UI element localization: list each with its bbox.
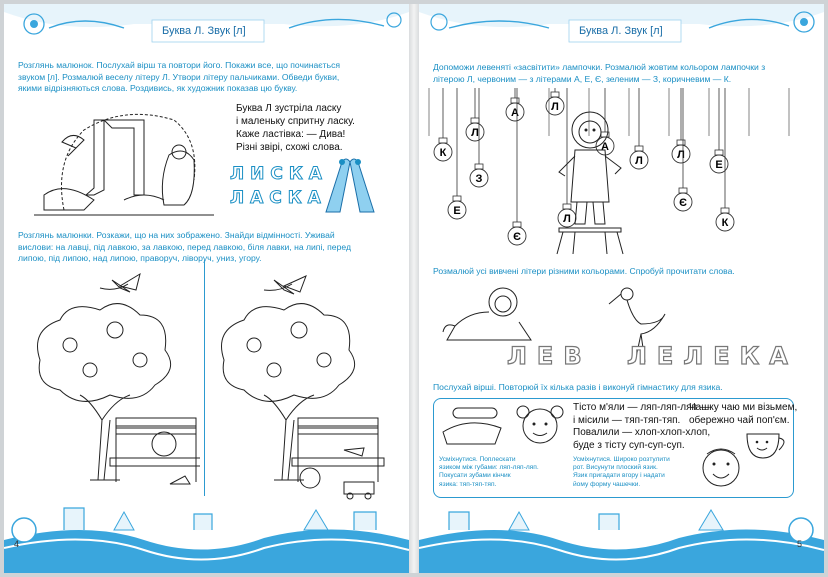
page-number: 4	[14, 539, 20, 549]
girl-face-illustration	[515, 400, 565, 450]
word-leleka: ЛЕЛЕКА	[627, 342, 798, 370]
cup-illustration	[745, 430, 791, 462]
bulb-letter: Л	[635, 155, 643, 167]
page-number: 5	[797, 539, 803, 549]
poem-line: Чашку чаю ми візьмем,	[689, 402, 798, 413]
poem-line: Тісто м'яли — ляп-ляп-ляп —	[573, 402, 710, 413]
task-line: літерою Л, червоним — з літерами А, Е, Є, зеленим — З, коричневим — К.	[433, 73, 732, 84]
poem	[236, 102, 355, 154]
bulb-letter: Л	[677, 149, 685, 161]
note-cup	[573, 456, 670, 489]
poem-line: і місили — тяп-тяп-тяп.	[573, 414, 681, 426]
poem-line: Повалили — хлоп-хлоп-хлоп,	[573, 427, 711, 438]
task-instructions	[18, 60, 398, 95]
task-instructions-2	[18, 230, 398, 265]
right-page	[419, 4, 824, 573]
bulb-letter: Е	[715, 159, 723, 171]
task-line: Допоможи левеняті «засвітити» лампочки. Розмалюй жовтим кольором лампочки з	[433, 62, 766, 72]
note-line: Покусати зубами кінчик	[439, 472, 511, 480]
letter-illustration	[24, 100, 224, 220]
tree-bench-picture-2	[214, 270, 394, 500]
dough-illustration	[439, 402, 509, 448]
note-line: Усміхнутися. Поплескати	[439, 456, 516, 463]
word-laska: ЛАСКА	[230, 188, 327, 208]
bulb-letter: З	[475, 173, 483, 185]
poem-line: Каже ластівка: — Дива!	[236, 129, 346, 140]
poem-line: буде з тісту суп-суп-суп.	[573, 439, 685, 451]
tree-bench-picture-1	[20, 270, 200, 500]
bulb-letter: А	[511, 107, 519, 119]
note-line: Усміхнутися. Широко розтулити	[573, 456, 670, 463]
poem-line: обережно чай поп'єм.	[689, 414, 790, 426]
bulb-3	[506, 88, 524, 121]
poem-cup	[689, 402, 797, 427]
bulb-letter: Е	[453, 205, 461, 217]
poem-line: Буква Л зустріла ласку	[236, 103, 342, 114]
task-line: якими відрізняються слова. Роздивись, як художник показав цю букву.	[18, 83, 298, 94]
bulb-letter: Л	[563, 213, 571, 225]
task-instructions-2: Розмалюй усі вивчені літери різними кольорами. Спробуй прочитати слова.	[433, 266, 735, 276]
boy-face-illustration	[699, 442, 743, 490]
note-dough	[439, 456, 539, 489]
note-line: Язик пригадати вгору і надати	[573, 472, 665, 480]
bulb-letter: А	[601, 141, 609, 153]
poem-line: Різні звірі, схожі слова.	[236, 142, 343, 153]
task-line: звуком [л]. Розмалюй веселу літеру Л. Утвори літеру пальчиками. Обведи букви,	[18, 71, 340, 82]
bottom-ornament	[419, 500, 824, 573]
task-instructions	[433, 62, 813, 85]
fingers-letter-icon	[320, 154, 380, 216]
note-line: язиком між губами: ляп-ляп-ляп.	[439, 464, 539, 472]
note-line: йому форму чашечки.	[573, 480, 641, 488]
lion-lying-illustration	[439, 282, 539, 344]
book-gutter	[409, 4, 419, 573]
bulb-letter: Л	[551, 101, 559, 113]
task-instructions-3: Послухай вірші. Повторюй їх кілька разів і виконуй гімнастику для язика.	[433, 382, 723, 392]
page-title: Буква Л. Звук [л]	[162, 25, 246, 37]
left-page	[4, 4, 409, 573]
bulb-letter: К	[721, 217, 729, 229]
bulb-11	[672, 88, 690, 163]
poem-line: і маленьку спритну ласку.	[236, 116, 355, 127]
note-line: язика: тяп-тяп-тяп.	[439, 480, 497, 488]
task-line: липою, під липою, над липою, праворуч, ліворуч, униз, угору.	[18, 253, 262, 264]
word-lev: ЛЕВ	[507, 342, 592, 370]
lion-on-stool-illustration	[545, 106, 635, 256]
word-lyska: ЛИСКА	[230, 164, 328, 184]
task-line: вислови: на лавці, під лавкою, за лавкою, перед лавкою, біля лавки, на липі, перед	[18, 241, 351, 252]
task-line: Розглянь малюнки. Розкажи, що на них зображено. Знайди відмінності. Уживай	[18, 230, 335, 240]
bulb-letter: Л	[471, 127, 479, 139]
bulb-2	[466, 88, 484, 141]
note-line: рот. Висунути плоский язик.	[573, 464, 658, 472]
page-title: Буква Л. Звук [л]	[579, 25, 663, 37]
task-line: Розглянь малюнок. Послухай вірш та повтори його. Покажи все, що починається	[18, 60, 341, 70]
picture-divider	[204, 260, 205, 496]
bulb-letter: Є	[679, 197, 687, 209]
bulb-letter: К	[439, 147, 447, 159]
bulb-letter: Є	[513, 231, 521, 243]
bulb-1	[434, 88, 452, 161]
bottom-ornament	[4, 500, 409, 573]
